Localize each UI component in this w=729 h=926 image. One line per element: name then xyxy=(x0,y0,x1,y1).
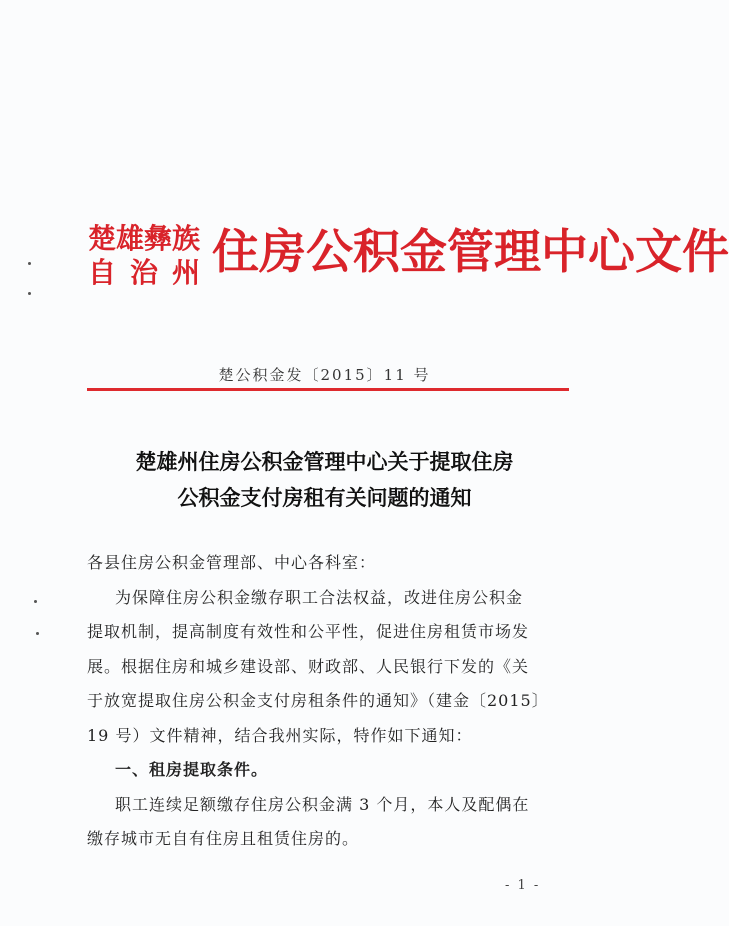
issuing-authority xyxy=(88,222,215,290)
scan-speck xyxy=(36,632,39,635)
scan-speck xyxy=(28,292,31,295)
paragraph-line: 提取机制，提高制度有效性和公平性，促进住房租赁市场发 xyxy=(87,622,530,641)
scan-speck xyxy=(34,600,37,603)
title-line-1: 楚雄州住房公积金管理中心关于提取住房 xyxy=(135,449,514,474)
paragraph-line: 职工连续足额缴存住房公积金满 3 个月，本人及配偶在 xyxy=(115,794,530,814)
paragraph-line: 为保障住房公积金缴存职工合法权益，改进住房公积金 xyxy=(115,587,524,607)
document-body xyxy=(87,546,557,857)
document-title xyxy=(0,444,649,516)
authority-line-1: 楚雄彝族 xyxy=(88,222,201,255)
paragraph-line: 于放宽提取住房公积金支付房租条件的通知》（建金〔2015〕 xyxy=(87,691,549,710)
page-number: - 1 - xyxy=(505,878,541,893)
scan-speck xyxy=(28,262,31,265)
paragraph-line: 展。根据住房和城乡建设部、财政部、人民银行下发的《关 xyxy=(87,656,530,676)
addressee: 各县住房公积金管理部、中心各科室： xyxy=(87,553,377,572)
paragraph-line: 缴存城市无自有住房且租赁住房的。 xyxy=(87,829,360,848)
document-number: 楚公积金发〔2015〕11 号 xyxy=(218,366,431,384)
paragraph-line: 19 号）文件精神，结合我州实际，特作如下通知： xyxy=(87,725,473,745)
document-type-heading: 住房公积金管理中心文件 xyxy=(212,225,729,280)
red-divider xyxy=(87,388,569,391)
section-heading: 一、租房提取条件。 xyxy=(115,760,269,779)
authority-line-2: 自治州 xyxy=(88,256,215,289)
title-line-2: 公积金支付房租有关问题的通知 xyxy=(177,485,472,510)
